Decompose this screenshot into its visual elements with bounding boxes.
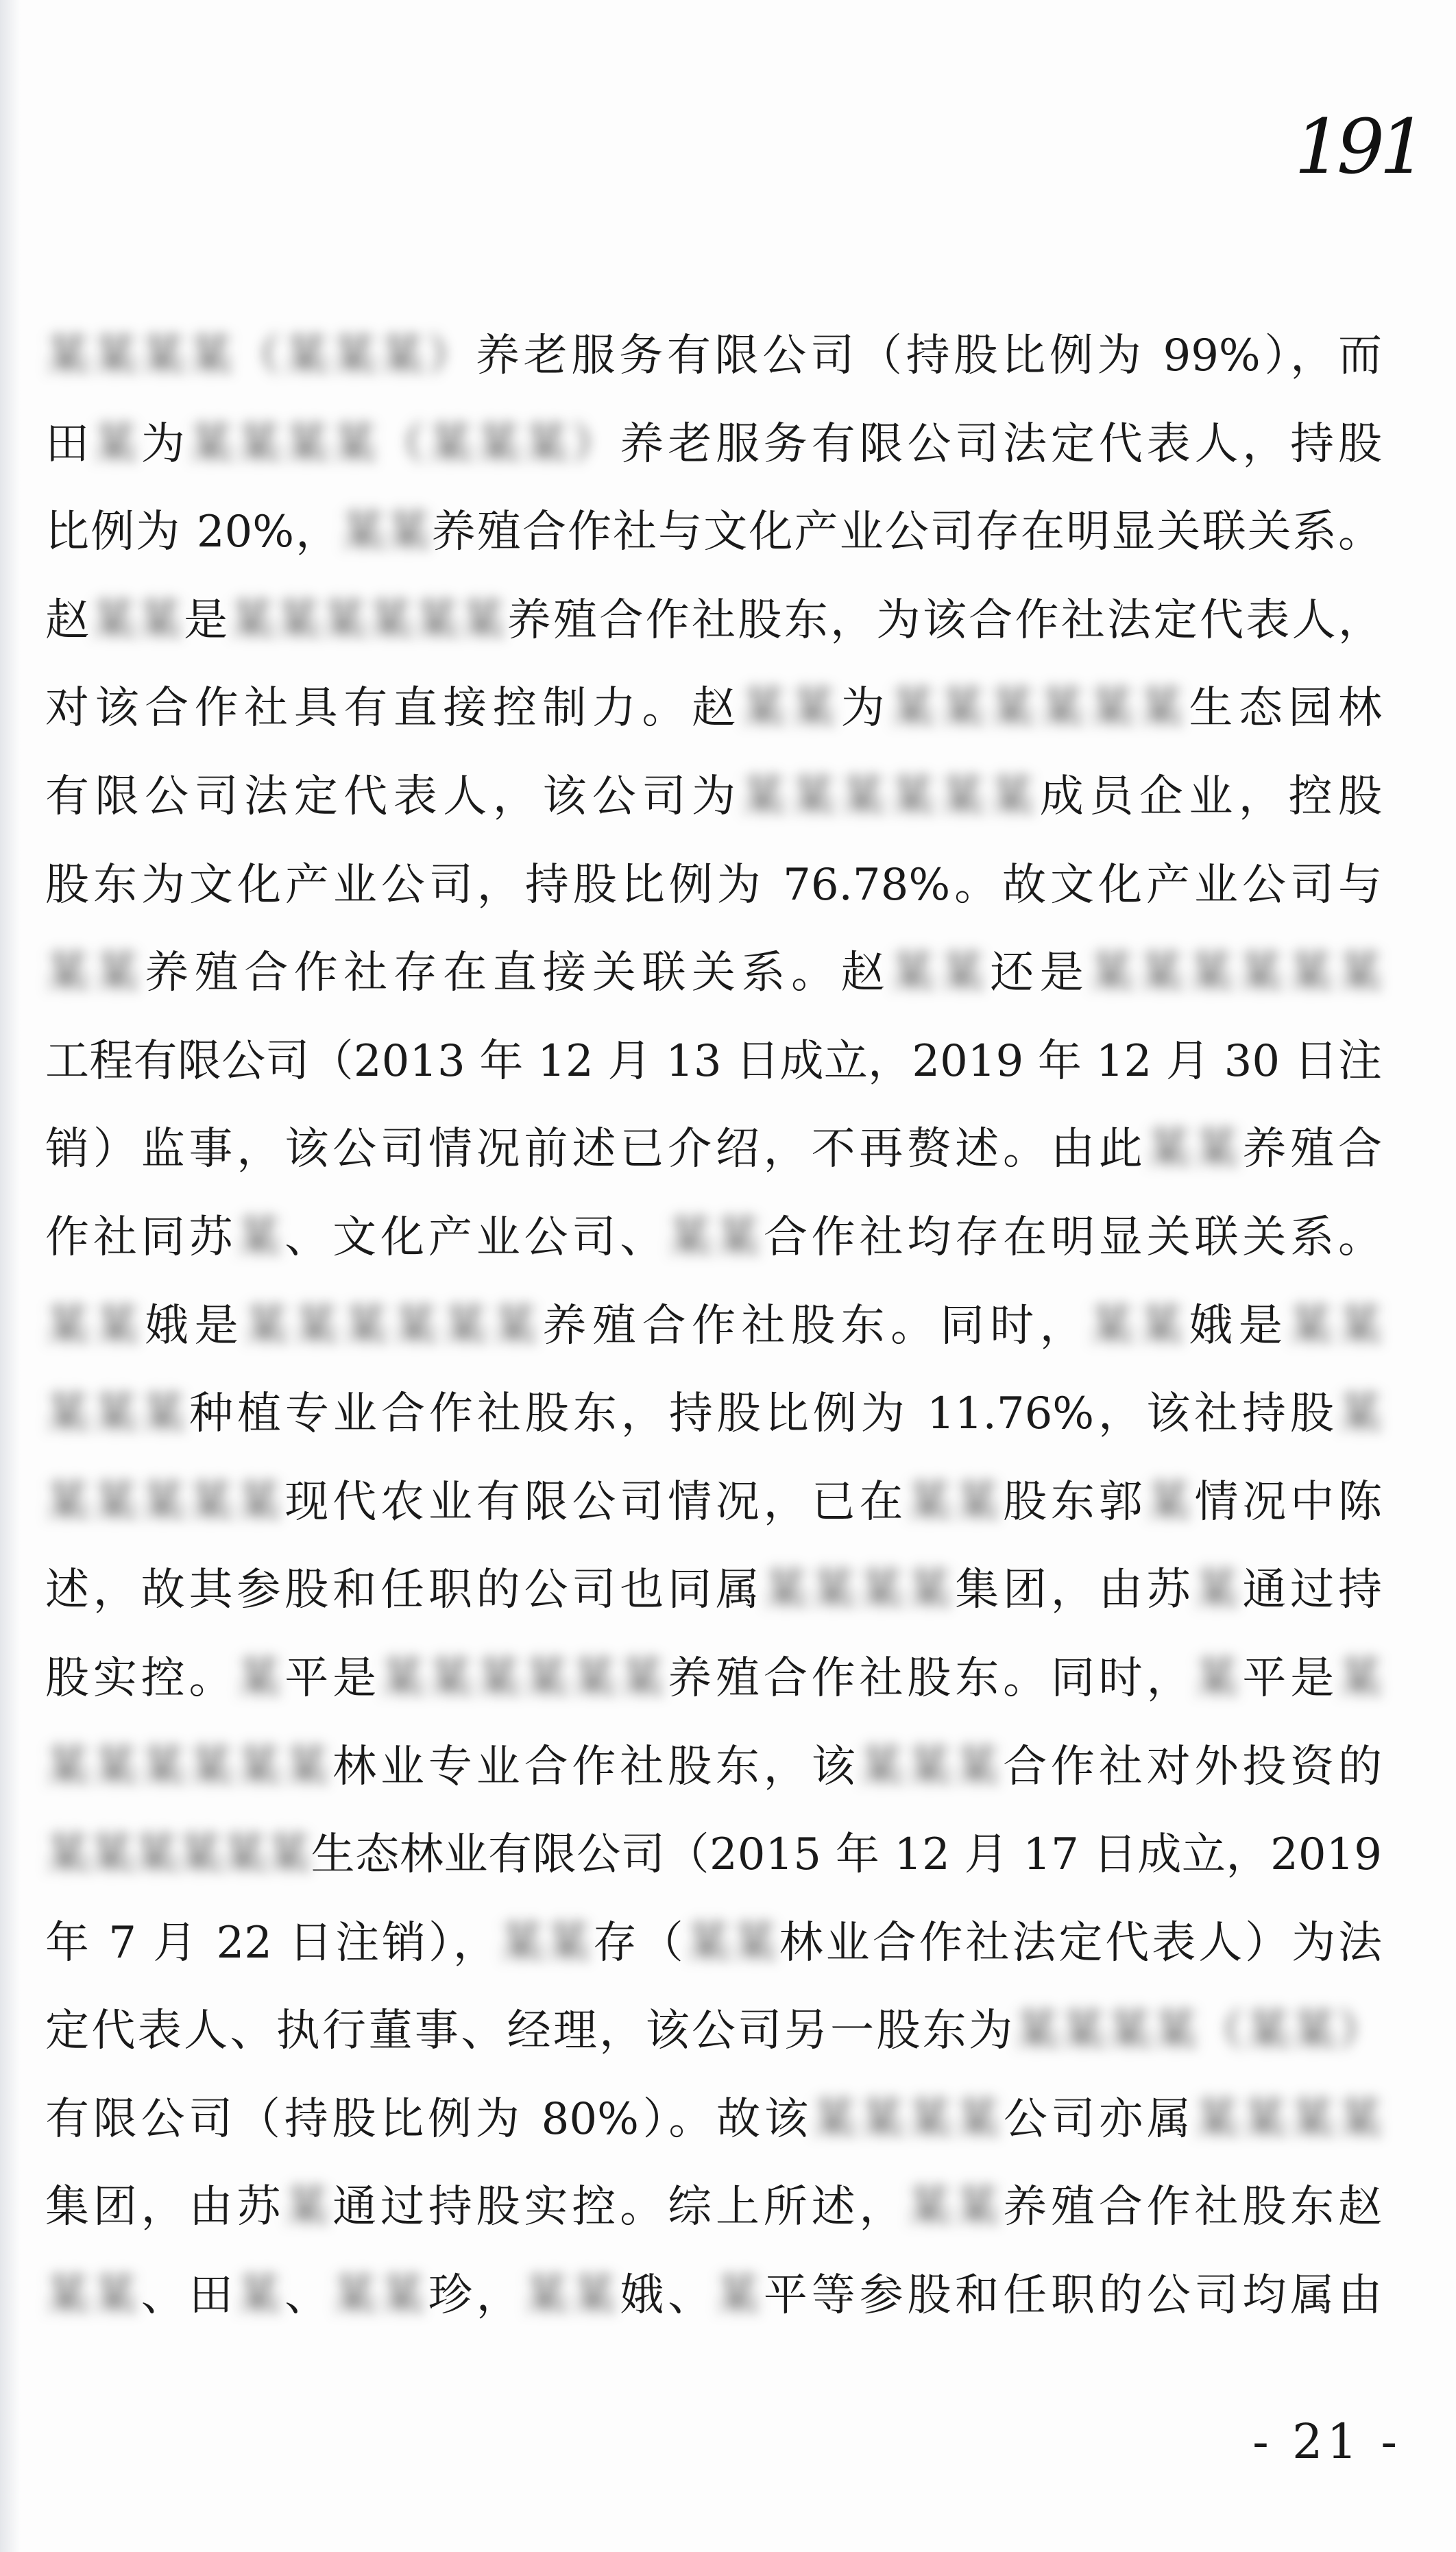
text-segment: 养殖合 bbox=[1242, 1124, 1383, 1175]
redacted-text: 某某 bbox=[1146, 1124, 1243, 1175]
text-line bbox=[45, 1635, 1382, 1723]
text-line bbox=[45, 929, 1382, 1018]
redacted-text: 某某 bbox=[1089, 1300, 1189, 1351]
text-line bbox=[45, 488, 1382, 577]
text-segment: 股东郭 bbox=[1003, 1476, 1147, 1528]
text-segment: 定代表人、执行董事、经理，该公司另一股东为 bbox=[45, 2006, 1015, 2057]
redacted-text: 某某某某某某 bbox=[380, 1652, 668, 1704]
redacted-text: 某某 bbox=[524, 2270, 620, 2322]
redacted-text: 某 bbox=[1146, 1476, 1195, 1528]
text-segment: 为 bbox=[840, 683, 891, 734]
text-segment: 平是 bbox=[284, 1652, 380, 1704]
redacted-text: 某某某某 bbox=[812, 2093, 1004, 2145]
redacted-text: 某某某某某某 bbox=[230, 594, 507, 646]
redacted-text: 某某 bbox=[890, 948, 991, 999]
text-segment: 成员企业，控股 bbox=[1039, 771, 1383, 822]
redacted-text: 某某 bbox=[45, 2270, 141, 2322]
redacted-text: 某某某某 bbox=[763, 1565, 956, 1616]
text-line bbox=[45, 1105, 1382, 1194]
redacted-text: 某某某某某某 bbox=[45, 1829, 311, 1881]
text-segment: 赵 bbox=[45, 594, 92, 646]
text-line bbox=[45, 753, 1382, 841]
text-segment: 股实控。 bbox=[45, 1652, 237, 1704]
text-segment: 养殖合作社股东赵 bbox=[1003, 2182, 1383, 2233]
text-segment: 生态园林 bbox=[1189, 683, 1383, 734]
redacted-text: 某 bbox=[236, 1652, 285, 1704]
text-segment: 林业合作社法定代表人）为法 bbox=[779, 1917, 1383, 1969]
text-segment: 种植专业合作社股东，持股比例为 11.76%，该社持股 bbox=[189, 1388, 1339, 1440]
text-segment: 现代农业有限公司情况，已在 bbox=[284, 1476, 908, 1528]
text-segment: 公司亦属 bbox=[1003, 2093, 1195, 2145]
text-line bbox=[45, 2163, 1382, 2252]
redacted-text: 某 bbox=[236, 2270, 285, 2322]
text-segment: 娥是 bbox=[1189, 1300, 1289, 1351]
redacted-text: 某某 bbox=[499, 1917, 593, 1969]
text-segment: 对该合作社具有直接控制力。赵 bbox=[45, 683, 742, 734]
text-segment: 为 bbox=[141, 418, 189, 470]
text-line bbox=[45, 1370, 1382, 1458]
redacted-text: 某某 bbox=[341, 507, 432, 558]
text-segment: 娥、 bbox=[620, 2270, 716, 2322]
text-segment: 工程有限公司（2013 年 12 月 13 日成立，2019 年 12 月 30 日注 bbox=[45, 1035, 1382, 1087]
redacted-text: 某 bbox=[716, 2270, 764, 2322]
text-line bbox=[45, 312, 1382, 400]
text-segment: 生态林业有限公司（2015 年 12 月 17 日成立，2019 bbox=[311, 1829, 1383, 1881]
text-segment: 存（ bbox=[592, 1917, 686, 1969]
redacted-text: 某某某某某某 bbox=[244, 1300, 543, 1351]
text-segment: 、田 bbox=[141, 2270, 237, 2322]
text-segment: 合作社均存在明显关联关系。 bbox=[763, 1212, 1383, 1263]
text-segment: 作社同苏 bbox=[45, 1212, 237, 1263]
text-line bbox=[45, 400, 1382, 489]
text-segment: 还是 bbox=[990, 948, 1090, 999]
text-segment: 集团，由苏 bbox=[45, 2182, 285, 2233]
redacted-text: 某 bbox=[236, 1212, 285, 1263]
text-segment: 集团，由苏 bbox=[955, 1565, 1195, 1616]
text-segment: 养殖合作社存在直接关联关系。赵 bbox=[145, 948, 891, 999]
text-segment: 养殖合作社股东。同时， bbox=[542, 1300, 1090, 1351]
text-line bbox=[45, 1458, 1382, 1547]
redacted-text: 某某 bbox=[45, 948, 145, 999]
redacted-text: 某 bbox=[1338, 1388, 1383, 1440]
redacted-text: 某某某某某某 bbox=[890, 683, 1189, 734]
text-segment: 有限公司法定代表人，该公司为 bbox=[45, 771, 742, 822]
text-segment: 养老服务有限公司法定代表人，持股 bbox=[620, 418, 1383, 470]
text-line bbox=[45, 1282, 1382, 1371]
redacted-text: 某某某某 bbox=[1194, 2093, 1383, 2145]
text-line bbox=[45, 1987, 1382, 2075]
redacted-text: 某某 bbox=[907, 1476, 1004, 1528]
redacted-text: 某某某某某某 bbox=[45, 1741, 333, 1792]
text-segment: 养殖合作社与文化产业公司存在明显关联关系。 bbox=[431, 507, 1383, 558]
text-line bbox=[45, 2075, 1382, 2164]
redacted-text: 某 bbox=[1194, 1652, 1243, 1704]
text-segment: 娥是 bbox=[145, 1300, 245, 1351]
page-number: - 21 - bbox=[1252, 2413, 1401, 2470]
text-segment: 田 bbox=[45, 418, 93, 470]
text-segment: 养殖合作社股东，为该合作社法定代表人， bbox=[507, 594, 1383, 646]
text-segment: 养老服务有限公司（持股比例为 99%），而 bbox=[475, 330, 1383, 381]
text-segment: 销）监事，该公司情况前述已介绍，不再赘述。由此 bbox=[45, 1124, 1147, 1175]
text-segment: 情况中陈 bbox=[1194, 1476, 1383, 1528]
text-segment: 述，故其参股和任职的公司也同属 bbox=[45, 1565, 764, 1616]
text-line bbox=[45, 1811, 1382, 1899]
document-body bbox=[45, 312, 1382, 2340]
redacted-text: 某某 bbox=[45, 1300, 145, 1351]
redacted-text: 某某某某（某某某） bbox=[45, 330, 476, 381]
text-line bbox=[45, 1546, 1382, 1635]
text-line bbox=[45, 1899, 1382, 1988]
redacted-text: 某某某某某某 bbox=[1089, 948, 1383, 999]
redacted-text: 某某某某某某 bbox=[741, 771, 1040, 822]
text-line bbox=[45, 1018, 1382, 1106]
text-segment: 平等参股和任职的公司均属由 bbox=[763, 2270, 1383, 2322]
text-segment: 股东为文化产业公司，持股比例为 76.78%。故文化产业公司与 bbox=[45, 859, 1382, 911]
handwritten-page-number: 191 bbox=[1294, 103, 1422, 191]
redacted-text: 某某 bbox=[907, 2182, 1004, 2233]
redacted-text: 某某 bbox=[91, 594, 184, 646]
redacted-text: 某某某某（某某某） bbox=[189, 418, 620, 470]
text-segment: 、 bbox=[284, 2270, 333, 2322]
redacted-text: 某某 bbox=[741, 683, 841, 734]
redacted-text: 某 bbox=[1194, 1565, 1243, 1616]
text-line bbox=[45, 2252, 1382, 2340]
text-segment: 平是 bbox=[1242, 1652, 1339, 1704]
text-line bbox=[45, 1194, 1382, 1282]
text-line bbox=[45, 1723, 1382, 1811]
text-segment: 养殖合作社股东。同时， bbox=[668, 1652, 1195, 1704]
redacted-text: 某某 bbox=[1288, 1300, 1383, 1351]
text-segment: 比例为 20%， bbox=[45, 507, 341, 558]
text-segment: 有限公司（持股比例为 80%）。故该 bbox=[45, 2093, 812, 2145]
text-segment: 珍， bbox=[428, 2270, 524, 2322]
redacted-text: 某某某 bbox=[859, 1741, 1004, 1792]
text-segment: 通过持 bbox=[1242, 1565, 1383, 1616]
redacted-text: 某某某 bbox=[45, 1388, 189, 1440]
redacted-text: 某 bbox=[93, 418, 141, 470]
text-line bbox=[45, 841, 1382, 930]
text-segment: 是 bbox=[184, 594, 230, 646]
text-segment: 、文化产业公司、 bbox=[284, 1212, 668, 1263]
text-line bbox=[45, 664, 1382, 753]
text-line bbox=[45, 577, 1382, 665]
redacted-text: 某某某某（某某） bbox=[1015, 2006, 1382, 2057]
redacted-text: 某 bbox=[1338, 1652, 1383, 1704]
redacted-text: 某某 bbox=[332, 2270, 428, 2322]
redacted-text: 某某 bbox=[685, 1917, 779, 1969]
text-segment: 林业专业合作社股东，该 bbox=[332, 1741, 860, 1792]
redacted-text: 某某 bbox=[668, 1212, 764, 1263]
text-segment: 合作社对外投资的 bbox=[1003, 1741, 1383, 1792]
scan-edge-shadow bbox=[0, 0, 21, 2552]
redacted-text: 某某某某某 bbox=[45, 1476, 285, 1528]
text-segment: 通过持股实控。综上所述， bbox=[332, 2182, 908, 2233]
redacted-text: 某 bbox=[284, 2182, 333, 2233]
text-segment: 年 7 月 22 日注销）， bbox=[45, 1917, 500, 1969]
